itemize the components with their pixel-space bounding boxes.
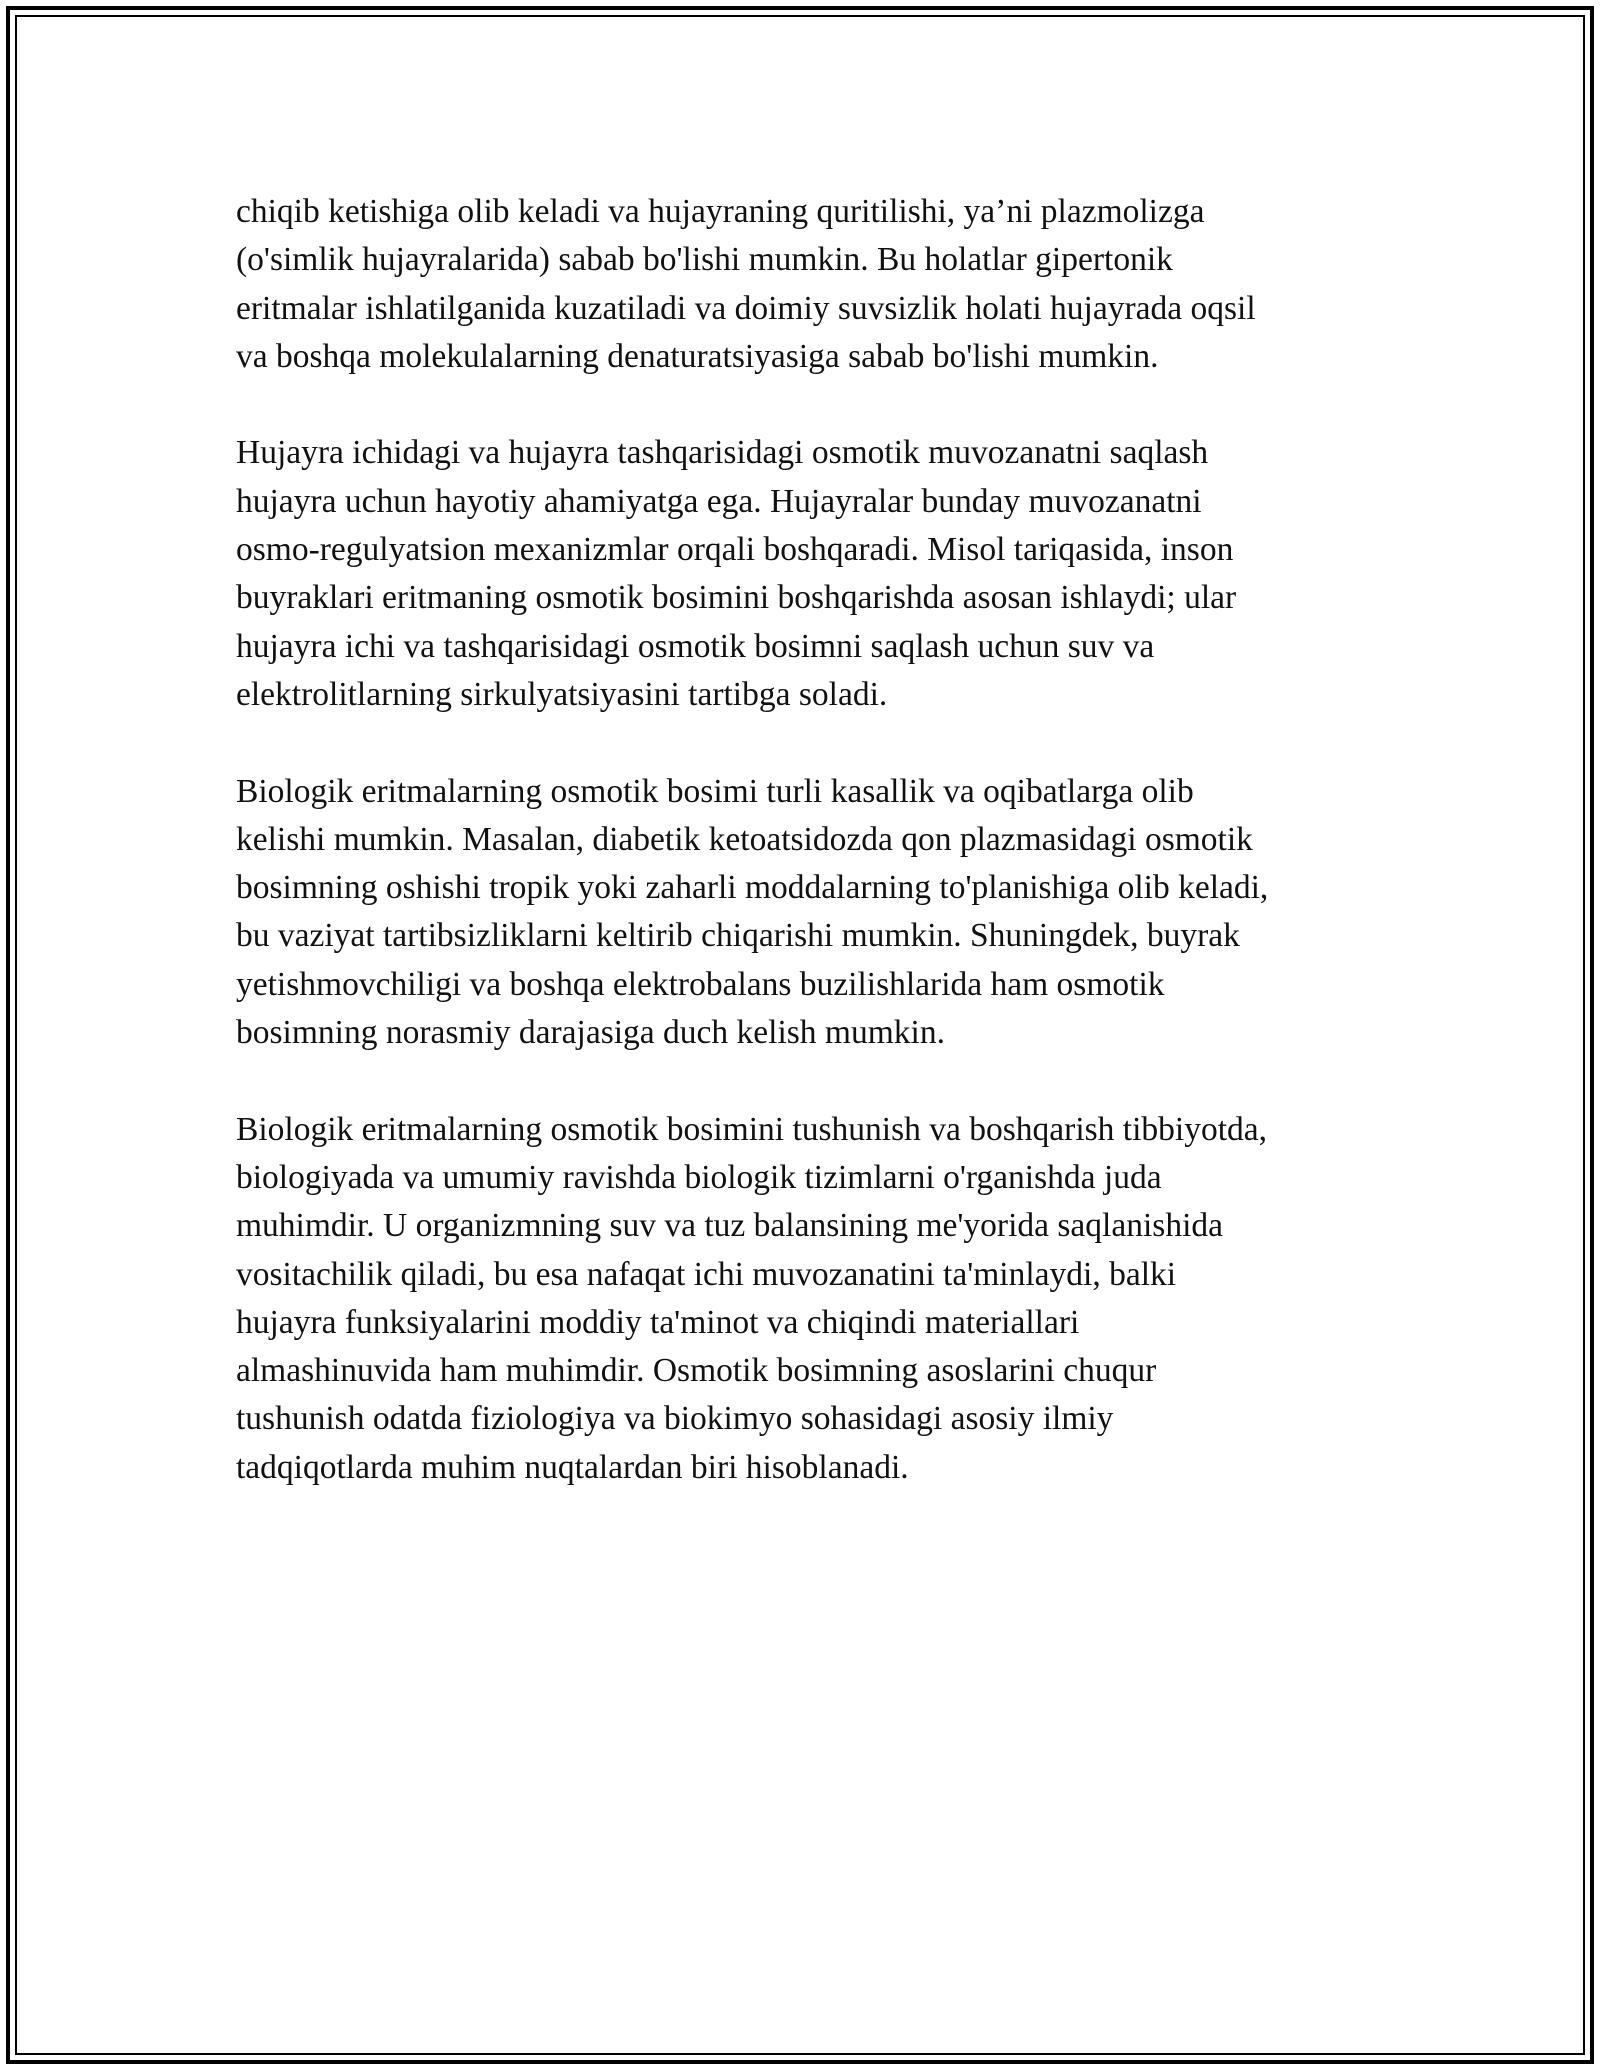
- text-line: almashinuvida ham muhimdir. Osmotik bosimning asoslarini chuqur: [236, 1352, 1157, 1390]
- paragraph: [236, 429, 1376, 719]
- text-line: bosimning norasmiy darajasiga duch kelish mumkin.: [236, 1014, 945, 1052]
- text-line: muhimdir. U organizmning suv va tuz balansining me'yorida saqlanishida: [236, 1207, 1223, 1245]
- text-line: eritmalar ishlatilganida kuzatiladi va doimiy suvsizlik holati hujayrada oqsil: [236, 289, 1256, 327]
- text-line: chiqib ketishiga olib keladi va hujayraning quritilishi, ya’ni plazmolizga: [236, 193, 1205, 230]
- text-line: tadqiqotlarda muhim nuqtalardan biri hisoblanadi.: [236, 1448, 909, 1486]
- text-line: tushunish odatda fiziologiya va biokimyo sohasidagi asosiy ilmiy: [236, 1400, 1114, 1438]
- paragraph: [236, 768, 1376, 1058]
- text-line: Biologik eritmalarning osmotik bosimini tushunish va boshqarish tibbiyotda,: [236, 1110, 1268, 1148]
- text-line: hujayra ichi va tashqarisidagi osmotik bosimni saqlash uchun suv va: [236, 627, 1155, 665]
- paragraph: [236, 1106, 1376, 1492]
- text-line: hujayra funksiyalarini moddiy ta'minot va chiqindi materiallari: [236, 1303, 1080, 1341]
- text-line: hujayra uchun hayotiy ahamiyatga ega. Hujayralar bunday muvozanatni: [236, 482, 1202, 520]
- text-line: elektrolitlarning sirkulyatsiyasini tartibga soladi.: [236, 675, 888, 713]
- text-line: Hujayra ichidagi va hujayra tashqarisidagi osmotik muvozanatni saqlash: [236, 434, 1209, 472]
- text-line: va boshqa molekulalarning denaturatsiyasiga sabab bo'lishi mumkin.: [236, 337, 1159, 375]
- text-line: osmo-regulyatsion mexanizmlar orqali boshqaradi. Misol tariqasida, inson: [236, 531, 1234, 569]
- paragraph: [236, 188, 1376, 381]
- text-line: vositachilik qiladi, bu esa nafaqat ichi muvozanatini ta'minlaydi, balki: [236, 1255, 1177, 1293]
- text-line: (o'simlik hujayralarida) sabab bo'lishi mumkin. Bu holatlar gipertonik: [236, 241, 1173, 279]
- text-line: bu vaziyat tartibsizliklarni keltirib chiqarishi mumkin. Shuningdek, buyrak: [236, 917, 1240, 955]
- text-line: bosimning oshishi tropik yoki zaharli moddalarning to'planishiga olib keladi,: [236, 869, 1269, 907]
- text-line: buyraklari eritmaning osmotik bosimini boshqarishda asosan ishlaydi; ular: [236, 579, 1237, 617]
- text-line: yetishmovchiligi va boshqa elektrobalans buzilishlarida ham osmotik: [236, 965, 1165, 1003]
- text-line: biologiyada va umumiy ravishda biologik tizimlarni o'rganishda juda: [236, 1158, 1162, 1196]
- document-body: [236, 188, 1376, 1540]
- text-line: kelishi mumkin. Masalan, diabetik ketoatsidozda qon plazmasidagi osmotik: [236, 820, 1253, 858]
- text-line: Biologik eritmalarning osmotik bosimi turli kasallik va oqibatlarga olib: [236, 772, 1194, 810]
